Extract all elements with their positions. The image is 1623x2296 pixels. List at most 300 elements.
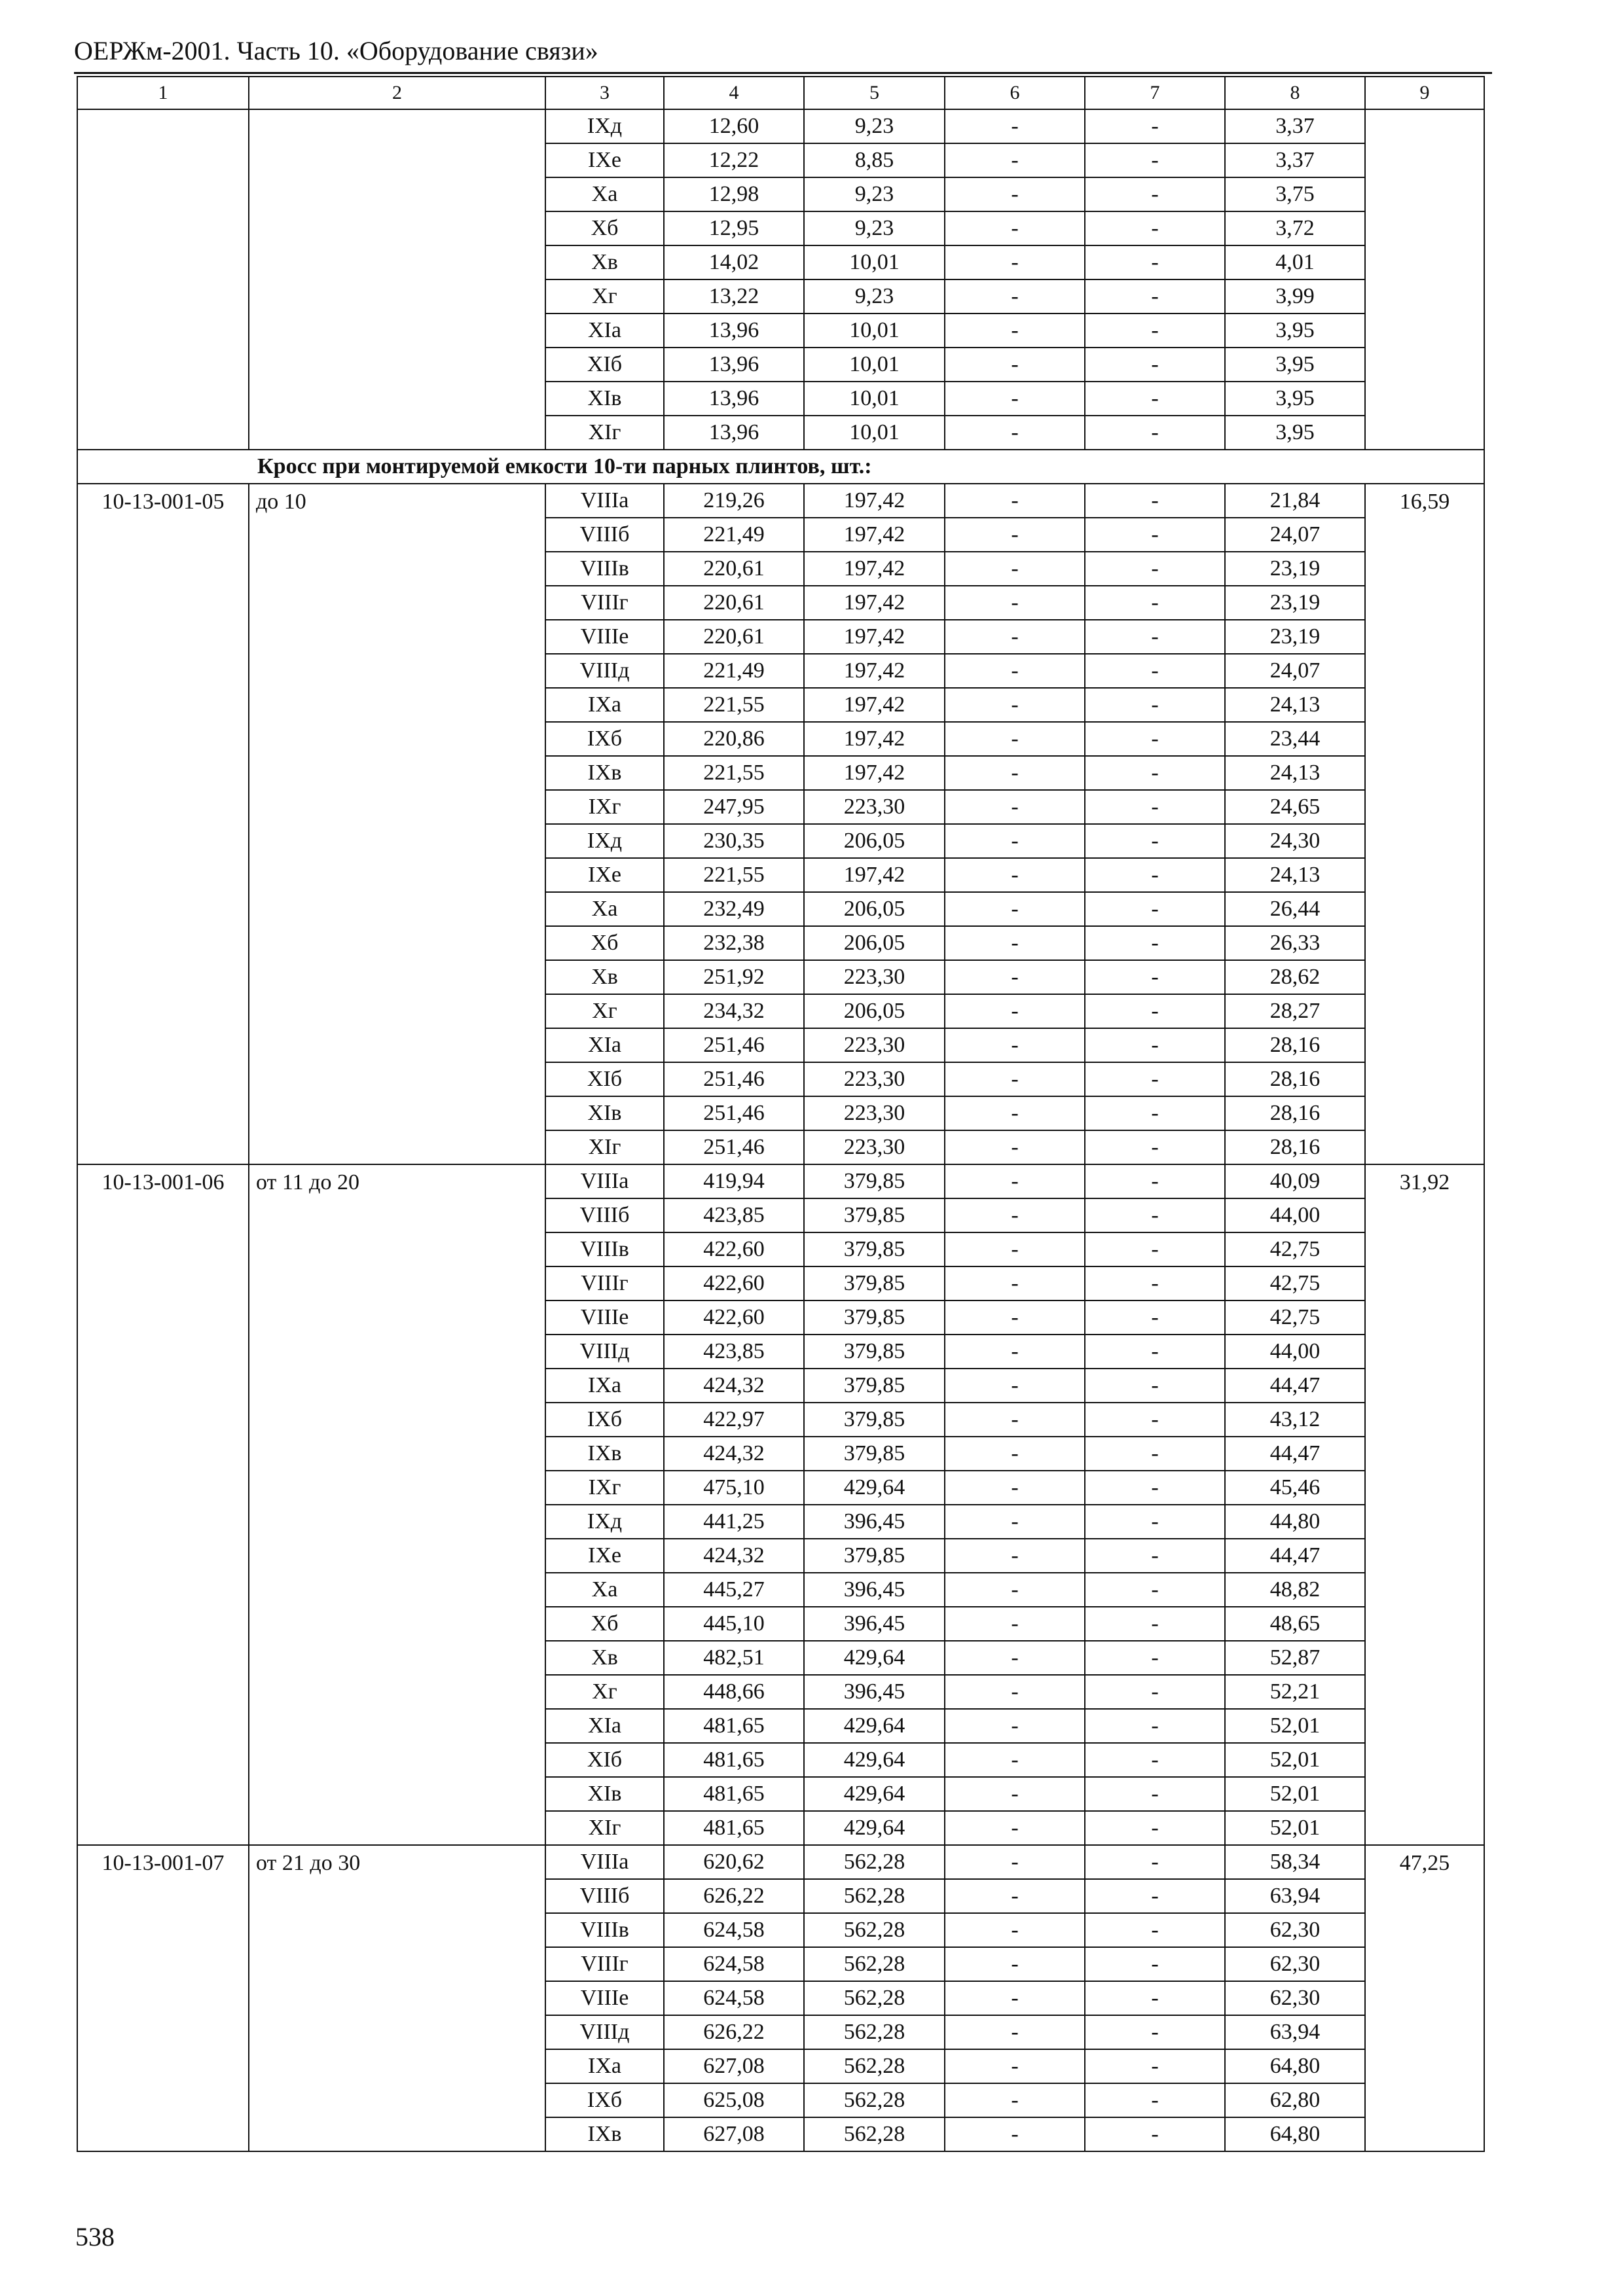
section-cell: VIIIв	[545, 1913, 664, 1947]
total-cost-cell: 13,22	[664, 279, 804, 314]
section-cell: IXв	[545, 756, 664, 790]
materials-cell: 3,75	[1225, 177, 1365, 211]
total-cost-cell: 423,85	[664, 1335, 804, 1369]
machinist-wages-cell: -	[1085, 1437, 1225, 1471]
section-cell: Xг	[545, 1675, 664, 1709]
section-cell: XIб	[545, 348, 664, 382]
machinist-wages-cell: -	[1085, 620, 1225, 654]
wages-cell: 429,64	[804, 1709, 945, 1743]
machine-cost-cell: -	[945, 1232, 1085, 1266]
materials-cell: 44,47	[1225, 1539, 1365, 1573]
machinist-wages-cell: -	[1085, 1573, 1225, 1607]
table-row	[77, 1164, 1484, 1198]
labor-cell: 47,25	[1365, 1845, 1484, 2151]
wages-cell: 562,28	[804, 2015, 945, 2049]
wages-cell: 10,01	[804, 348, 945, 382]
wages-cell: 223,30	[804, 1096, 945, 1130]
section-cell: Xб	[545, 211, 664, 245]
total-cost-cell: 221,55	[664, 756, 804, 790]
total-cost-cell: 475,10	[664, 1471, 804, 1505]
materials-cell: 40,09	[1225, 1164, 1365, 1198]
machinist-wages-cell: -	[1085, 994, 1225, 1028]
materials-cell: 52,01	[1225, 1777, 1365, 1811]
wages-cell: 9,23	[804, 177, 945, 211]
wages-cell: 379,85	[804, 1539, 945, 1573]
machinist-wages-cell: -	[1085, 1505, 1225, 1539]
total-cost-cell: 424,32	[664, 1539, 804, 1573]
materials-cell: 24,13	[1225, 688, 1365, 722]
materials-cell: 45,46	[1225, 1471, 1365, 1505]
description-cell	[249, 109, 545, 450]
table-row	[77, 1845, 1484, 1879]
machine-cost-cell: -	[945, 1266, 1085, 1300]
machine-cost-cell: -	[945, 858, 1085, 892]
machine-cost-cell: -	[945, 1062, 1085, 1096]
machine-cost-cell: -	[945, 722, 1085, 756]
machine-cost-cell: -	[945, 2049, 1085, 2083]
wages-cell: 10,01	[804, 245, 945, 279]
wages-cell: 396,45	[804, 1505, 945, 1539]
total-cost-cell: 448,66	[664, 1675, 804, 1709]
machinist-wages-cell: -	[1085, 1198, 1225, 1232]
machinist-wages-cell: -	[1085, 892, 1225, 926]
materials-cell: 62,30	[1225, 1947, 1365, 1981]
section-cell: XIб	[545, 1743, 664, 1777]
column-number-row	[77, 77, 1484, 109]
machine-cost-cell: -	[945, 348, 1085, 382]
materials-cell: 24,65	[1225, 790, 1365, 824]
machinist-wages-cell: -	[1085, 177, 1225, 211]
materials-cell: 44,80	[1225, 1505, 1365, 1539]
wages-cell: 197,42	[804, 756, 945, 790]
materials-cell: 42,75	[1225, 1266, 1365, 1300]
wages-cell: 379,85	[804, 1232, 945, 1266]
machinist-wages-cell: -	[1085, 143, 1225, 177]
section-cell: IXа	[545, 1369, 664, 1403]
total-cost-cell: 481,65	[664, 1777, 804, 1811]
section-cell: XIб	[545, 1062, 664, 1096]
total-cost-cell: 627,08	[664, 2049, 804, 2083]
materials-cell: 23,19	[1225, 620, 1365, 654]
total-cost-cell: 12,60	[664, 109, 804, 143]
wages-cell: 223,30	[804, 1062, 945, 1096]
total-cost-cell: 251,46	[664, 1062, 804, 1096]
total-cost-cell: 220,61	[664, 586, 804, 620]
section-cell: IXе	[545, 858, 664, 892]
machine-cost-cell: -	[945, 1675, 1085, 1709]
section-cell: IXв	[545, 2117, 664, 2151]
column-number-cell: 3	[545, 77, 664, 109]
machine-cost-cell: -	[945, 1981, 1085, 2015]
section-cell: VIIIе	[545, 620, 664, 654]
machinist-wages-cell: -	[1085, 790, 1225, 824]
materials-cell: 24,07	[1225, 654, 1365, 688]
machinist-wages-cell: -	[1085, 1232, 1225, 1266]
machinist-wages-cell: -	[1085, 1471, 1225, 1505]
section-cell: Xб	[545, 926, 664, 960]
section-cell: XIв	[545, 1096, 664, 1130]
section-cell: IXб	[545, 1403, 664, 1437]
total-cost-cell: 221,55	[664, 858, 804, 892]
section-cell: XIа	[545, 314, 664, 348]
materials-cell: 48,65	[1225, 1607, 1365, 1641]
total-cost-cell: 220,61	[664, 552, 804, 586]
wages-cell: 197,42	[804, 688, 945, 722]
section-cell: IXе	[545, 1539, 664, 1573]
wages-cell: 197,42	[804, 586, 945, 620]
total-cost-cell: 221,49	[664, 654, 804, 688]
machinist-wages-cell: -	[1085, 1266, 1225, 1300]
machinist-wages-cell: -	[1085, 382, 1225, 416]
materials-cell: 3,37	[1225, 143, 1365, 177]
materials-cell: 28,16	[1225, 1028, 1365, 1062]
total-cost-cell: 625,08	[664, 2083, 804, 2117]
total-cost-cell: 627,08	[664, 2117, 804, 2151]
wages-cell: 429,64	[804, 1641, 945, 1675]
materials-cell: 52,01	[1225, 1709, 1365, 1743]
section-cell: Xг	[545, 279, 664, 314]
total-cost-cell: 234,32	[664, 994, 804, 1028]
wages-cell: 379,85	[804, 1335, 945, 1369]
wages-cell: 429,64	[804, 1743, 945, 1777]
wages-cell: 9,23	[804, 109, 945, 143]
materials-cell: 42,75	[1225, 1232, 1365, 1266]
wages-cell: 379,85	[804, 1300, 945, 1335]
section-cell: VIIIб	[545, 1198, 664, 1232]
labor-cell: 31,92	[1365, 1164, 1484, 1845]
section-cell: XIв	[545, 1777, 664, 1811]
total-cost-cell: 624,58	[664, 1913, 804, 1947]
section-title-row	[77, 450, 1484, 484]
total-cost-cell: 424,32	[664, 1369, 804, 1403]
materials-cell: 3,37	[1225, 109, 1365, 143]
total-cost-cell: 482,51	[664, 1641, 804, 1675]
wages-cell: 197,42	[804, 552, 945, 586]
section-cell: XIв	[545, 382, 664, 416]
wages-cell: 10,01	[804, 314, 945, 348]
section-cell: VIIIв	[545, 552, 664, 586]
table-row	[77, 109, 1484, 143]
section-cell: Xв	[545, 960, 664, 994]
machinist-wages-cell: -	[1085, 1028, 1225, 1062]
materials-cell: 44,00	[1225, 1335, 1365, 1369]
section-cell: XIа	[545, 1028, 664, 1062]
section-cell: VIIIв	[545, 1232, 664, 1266]
wages-cell: 562,28	[804, 1913, 945, 1947]
machine-cost-cell: -	[945, 994, 1085, 1028]
machinist-wages-cell: -	[1085, 1641, 1225, 1675]
wages-cell: 10,01	[804, 382, 945, 416]
section-cell: VIIIд	[545, 1335, 664, 1369]
machine-cost-cell: -	[945, 1028, 1085, 1062]
machinist-wages-cell: -	[1085, 2117, 1225, 2151]
wages-cell: 379,85	[804, 1266, 945, 1300]
machinist-wages-cell: -	[1085, 2083, 1225, 2117]
machine-cost-cell: -	[945, 586, 1085, 620]
total-cost-cell: 232,49	[664, 892, 804, 926]
machine-cost-cell: -	[945, 824, 1085, 858]
machinist-wages-cell: -	[1085, 416, 1225, 450]
total-cost-cell: 624,58	[664, 1947, 804, 1981]
section-cell: IXе	[545, 143, 664, 177]
machine-cost-cell: -	[945, 926, 1085, 960]
machinist-wages-cell: -	[1085, 1539, 1225, 1573]
wages-cell: 562,28	[804, 1845, 945, 1879]
wages-cell: 562,28	[804, 1947, 945, 1981]
section-cell: VIIIд	[545, 2015, 664, 2049]
materials-cell: 64,80	[1225, 2117, 1365, 2151]
machinist-wages-cell: -	[1085, 1981, 1225, 2015]
section-cell: VIIIг	[545, 1266, 664, 1300]
machine-cost-cell: -	[945, 1947, 1085, 1981]
total-cost-cell: 445,27	[664, 1573, 804, 1607]
machinist-wages-cell: -	[1085, 1743, 1225, 1777]
section-cell: VIIIб	[545, 518, 664, 552]
section-cell: Xб	[545, 1607, 664, 1641]
column-number-cell: 8	[1225, 77, 1365, 109]
machine-cost-cell: -	[945, 1198, 1085, 1232]
machine-cost-cell: -	[945, 1505, 1085, 1539]
machinist-wages-cell: -	[1085, 1403, 1225, 1437]
machine-cost-cell: -	[945, 416, 1085, 450]
section-cell: VIIIе	[545, 1300, 664, 1335]
total-cost-cell: 220,86	[664, 722, 804, 756]
machine-cost-cell: -	[945, 1607, 1085, 1641]
total-cost-cell: 481,65	[664, 1709, 804, 1743]
section-cell: IXа	[545, 2049, 664, 2083]
machine-cost-cell: -	[945, 1335, 1085, 1369]
machine-cost-cell: -	[945, 1130, 1085, 1164]
machinist-wages-cell: -	[1085, 824, 1225, 858]
section-cell: VIIIг	[545, 1947, 664, 1981]
section-cell: IXд	[545, 109, 664, 143]
materials-cell: 63,94	[1225, 2015, 1365, 2049]
materials-cell: 43,12	[1225, 1403, 1365, 1437]
machinist-wages-cell: -	[1085, 484, 1225, 518]
wages-cell: 223,30	[804, 1028, 945, 1062]
section-cell: VIIIд	[545, 654, 664, 688]
description-cell: от 11 до 20	[249, 1164, 545, 1845]
machine-cost-cell: -	[945, 1096, 1085, 1130]
section-cell: VIIIа	[545, 1845, 664, 1879]
machinist-wages-cell: -	[1085, 245, 1225, 279]
section-cell: Xв	[545, 1641, 664, 1675]
materials-cell: 24,13	[1225, 858, 1365, 892]
total-cost-cell: 12,22	[664, 143, 804, 177]
wages-cell: 197,42	[804, 858, 945, 892]
machinist-wages-cell: -	[1085, 1913, 1225, 1947]
wages-cell: 379,85	[804, 1198, 945, 1232]
machine-cost-cell: -	[945, 2083, 1085, 2117]
machinist-wages-cell: -	[1085, 1130, 1225, 1164]
machinist-wages-cell: -	[1085, 688, 1225, 722]
materials-cell: 52,01	[1225, 1743, 1365, 1777]
wages-cell: 379,85	[804, 1403, 945, 1437]
machinist-wages-cell: -	[1085, 1096, 1225, 1130]
section-cell: IXа	[545, 688, 664, 722]
section-cell: VIIIг	[545, 586, 664, 620]
wages-cell: 396,45	[804, 1675, 945, 1709]
machine-cost-cell: -	[945, 1777, 1085, 1811]
machine-cost-cell: -	[945, 1539, 1085, 1573]
total-cost-cell: 445,10	[664, 1607, 804, 1641]
materials-cell: 28,16	[1225, 1062, 1365, 1096]
section-cell: IXг	[545, 790, 664, 824]
machine-cost-cell: -	[945, 1709, 1085, 1743]
wages-cell: 379,85	[804, 1437, 945, 1471]
machine-cost-cell: -	[945, 2117, 1085, 2151]
machinist-wages-cell: -	[1085, 1300, 1225, 1335]
machinist-wages-cell: -	[1085, 1062, 1225, 1096]
machine-cost-cell: -	[945, 109, 1085, 143]
total-cost-cell: 626,22	[664, 2015, 804, 2049]
machine-cost-cell: -	[945, 654, 1085, 688]
wages-cell: 223,30	[804, 1130, 945, 1164]
machine-cost-cell: -	[945, 518, 1085, 552]
machine-cost-cell: -	[945, 211, 1085, 245]
total-cost-cell: 13,96	[664, 382, 804, 416]
wages-cell: 197,42	[804, 620, 945, 654]
machinist-wages-cell: -	[1085, 1675, 1225, 1709]
materials-cell: 3,72	[1225, 211, 1365, 245]
machinist-wages-cell: -	[1085, 926, 1225, 960]
materials-cell: 23,44	[1225, 722, 1365, 756]
total-cost-cell: 12,98	[664, 177, 804, 211]
materials-cell: 26,33	[1225, 926, 1365, 960]
total-cost-cell: 13,96	[664, 348, 804, 382]
code-cell: 10-13-001-05	[77, 484, 249, 1164]
materials-cell: 3,95	[1225, 348, 1365, 382]
machinist-wages-cell: -	[1085, 756, 1225, 790]
machine-cost-cell: -	[945, 314, 1085, 348]
machine-cost-cell: -	[945, 1641, 1085, 1675]
materials-cell: 62,30	[1225, 1913, 1365, 1947]
page-number: 538	[75, 2222, 115, 2251]
materials-cell: 3,95	[1225, 416, 1365, 450]
materials-cell: 58,34	[1225, 1845, 1365, 1879]
machinist-wages-cell: -	[1085, 858, 1225, 892]
machinist-wages-cell: -	[1085, 1709, 1225, 1743]
machinist-wages-cell: -	[1085, 109, 1225, 143]
wages-cell: 429,64	[804, 1471, 945, 1505]
machine-cost-cell: -	[945, 960, 1085, 994]
machine-cost-cell: -	[945, 790, 1085, 824]
materials-cell: 64,80	[1225, 2049, 1365, 2083]
wages-cell: 9,23	[804, 211, 945, 245]
total-cost-cell: 422,97	[664, 1403, 804, 1437]
wages-cell: 223,30	[804, 960, 945, 994]
materials-cell: 28,62	[1225, 960, 1365, 994]
column-number-cell: 1	[77, 77, 249, 109]
machinist-wages-cell: -	[1085, 2015, 1225, 2049]
materials-cell: 24,13	[1225, 756, 1365, 790]
materials-cell: 42,75	[1225, 1300, 1365, 1335]
section-cell: IXб	[545, 722, 664, 756]
machinist-wages-cell: -	[1085, 1947, 1225, 1981]
wages-cell: 562,28	[804, 1981, 945, 2015]
section-cell: Xа	[545, 892, 664, 926]
machine-cost-cell: -	[945, 620, 1085, 654]
section-cell: IXв	[545, 1437, 664, 1471]
machine-cost-cell: -	[945, 484, 1085, 518]
machinist-wages-cell: -	[1085, 1369, 1225, 1403]
section-cell: IXд	[545, 824, 664, 858]
machinist-wages-cell: -	[1085, 1845, 1225, 1879]
machine-cost-cell: -	[945, 1437, 1085, 1471]
wages-cell: 562,28	[804, 2083, 945, 2117]
total-cost-cell: 232,38	[664, 926, 804, 960]
code-cell: 10-13-001-07	[77, 1845, 249, 2151]
materials-cell: 3,95	[1225, 382, 1365, 416]
description-cell: от 21 до 30	[249, 1845, 545, 2151]
materials-cell: 28,16	[1225, 1096, 1365, 1130]
materials-cell: 52,87	[1225, 1641, 1365, 1675]
machine-cost-cell: -	[945, 177, 1085, 211]
materials-cell: 48,82	[1225, 1573, 1365, 1607]
section-cell: XIг	[545, 1811, 664, 1845]
column-number-cell: 7	[1085, 77, 1225, 109]
wages-cell: 206,05	[804, 994, 945, 1028]
wages-cell: 396,45	[804, 1573, 945, 1607]
materials-cell: 23,19	[1225, 586, 1365, 620]
wages-cell: 429,64	[804, 1777, 945, 1811]
table-row	[77, 484, 1484, 518]
materials-cell: 28,27	[1225, 994, 1365, 1028]
column-number-cell: 5	[804, 77, 945, 109]
materials-cell: 24,07	[1225, 518, 1365, 552]
machine-cost-cell: -	[945, 552, 1085, 586]
section-cell: IXг	[545, 1471, 664, 1505]
machinist-wages-cell: -	[1085, 1607, 1225, 1641]
wages-cell: 429,64	[804, 1811, 945, 1845]
materials-cell: 23,19	[1225, 552, 1365, 586]
machinist-wages-cell: -	[1085, 960, 1225, 994]
section-cell: VIIIа	[545, 484, 664, 518]
materials-cell: 44,47	[1225, 1437, 1365, 1471]
machinist-wages-cell: -	[1085, 279, 1225, 314]
machine-cost-cell: -	[945, 1471, 1085, 1505]
machine-cost-cell: -	[945, 1403, 1085, 1437]
materials-cell: 21,84	[1225, 484, 1365, 518]
wages-cell: 197,42	[804, 484, 945, 518]
machinist-wages-cell: -	[1085, 1777, 1225, 1811]
machinist-wages-cell: -	[1085, 211, 1225, 245]
total-cost-cell: 251,46	[664, 1096, 804, 1130]
machine-cost-cell: -	[945, 756, 1085, 790]
machine-cost-cell: -	[945, 245, 1085, 279]
total-cost-cell: 12,95	[664, 211, 804, 245]
machinist-wages-cell: -	[1085, 348, 1225, 382]
total-cost-cell: 251,46	[664, 1130, 804, 1164]
machine-cost-cell: -	[945, 1573, 1085, 1607]
materials-cell: 3,95	[1225, 314, 1365, 348]
total-cost-cell: 247,95	[664, 790, 804, 824]
document-header: ОЕРЖм-2001. Часть 10. «Оборудование связи»	[74, 36, 598, 65]
machinist-wages-cell: -	[1085, 1879, 1225, 1913]
wages-cell: 562,28	[804, 2117, 945, 2151]
rates-table	[77, 76, 1485, 2152]
machine-cost-cell: -	[945, 892, 1085, 926]
total-cost-cell: 424,32	[664, 1437, 804, 1471]
materials-cell: 44,47	[1225, 1369, 1365, 1403]
materials-cell: 62,30	[1225, 1981, 1365, 2015]
section-cell: VIIIб	[545, 1879, 664, 1913]
section-cell: XIг	[545, 416, 664, 450]
machinist-wages-cell: -	[1085, 1811, 1225, 1845]
machine-cost-cell: -	[945, 1300, 1085, 1335]
machine-cost-cell: -	[945, 279, 1085, 314]
wages-cell: 223,30	[804, 790, 945, 824]
